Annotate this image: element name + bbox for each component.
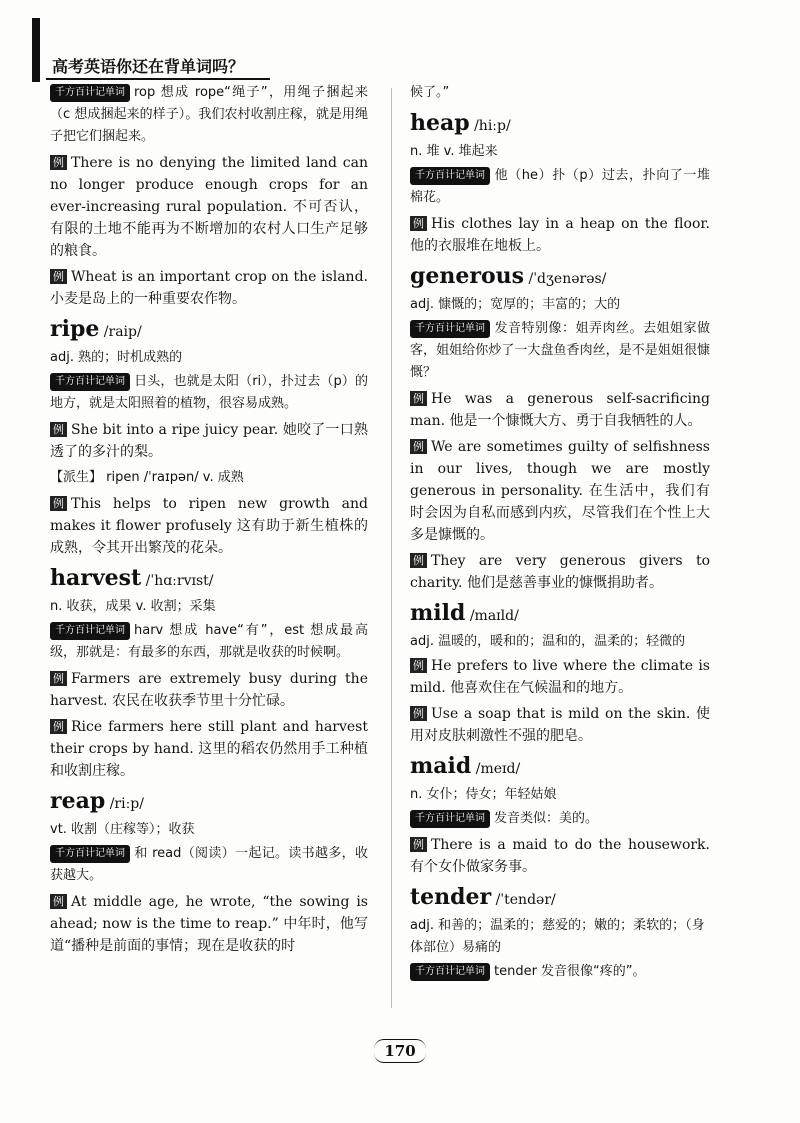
memory-tip: 千方百计记单词 日头，也就是太阳（ri），扑过去（p）的地方，就是太阳照着的植物，很容易成熟。 bbox=[50, 374, 368, 411]
example-tag: 例 bbox=[410, 658, 427, 673]
example-tag: 例 bbox=[50, 269, 67, 284]
part-of-speech: vt. 收割（庄稼等）；收获 bbox=[50, 822, 195, 837]
phonetic: /ˈdʒenərəs/ bbox=[528, 271, 607, 287]
memory-tip: 千方百计记单词 发音特别像：姐弄肉丝。去姐姐家做客，姐姐给你炒了一大盘鱼香肉丝，是不是姐姐很慷慨？ bbox=[410, 321, 710, 380]
memory-tip: 千方百计记单词 tender 发音很像“疼的”。 bbox=[410, 961, 710, 983]
memory-tip: 千方百计记单词 和 read（阅读）一起记。读书越多，收获越大。 bbox=[50, 846, 368, 883]
example: 例 Use a soap that is mild on the skin. 使用对皮肤刺激性不强的肥皂。 bbox=[410, 706, 710, 744]
headword: generous bbox=[410, 263, 525, 289]
entry-reap bbox=[50, 788, 368, 817]
part-of-speech: n. 堆 v. 堆起来 bbox=[410, 144, 498, 159]
headword: ripe bbox=[50, 316, 100, 342]
example-tag: 例 bbox=[410, 837, 427, 852]
headword: harvest bbox=[50, 565, 142, 591]
example: 例 Farmers are extremely busy during the harvest. 农民在收获季节里十分忙碌。 bbox=[50, 671, 368, 709]
entry-heap bbox=[410, 110, 710, 139]
example-tag: 例 bbox=[410, 706, 427, 721]
header-rule bbox=[46, 78, 270, 80]
example: 例 Wheat is an important crop on the island. 小麦是岛上的一种重要农作物。 bbox=[50, 269, 368, 307]
example-tag: 例 bbox=[50, 155, 67, 170]
example: 例 At middle age, he wrote, “the sowing is ahead; now is the time to reap.” 中年时，他写道“播种是前面的事情；现在是收获的时 bbox=[50, 894, 368, 954]
example-tag: 例 bbox=[410, 391, 427, 406]
phonetic: /raip/ bbox=[103, 324, 142, 340]
example: 例 His clothes lay in a heap on the floor. 他的衣服堆在地板上。 bbox=[410, 216, 710, 254]
entry-mild bbox=[410, 600, 710, 629]
left-column bbox=[50, 82, 368, 961]
memory-tip: 千方百计记单词 rop 想成 rope“绳子”，用绳子捆起来（c 想成捆起来的样子）。我们农村收割庄稼，就是用绳子把它们捆起来。 bbox=[50, 85, 368, 144]
example: 例 They are very generous givers to charity. 他们是慈善事业的慷慨捐助者。 bbox=[410, 553, 710, 591]
memory-tag: 千方百计记单词 bbox=[50, 622, 130, 640]
example-tag: 例 bbox=[50, 894, 67, 909]
example: 例 Rice farmers here still plant and harvest their crops by hand. 这里的稻农仍然用手工种植和收割庄稼。 bbox=[50, 719, 368, 779]
example: 例 He prefers to live where the climate is mild. 他喜欢住在气候温和的地方。 bbox=[410, 658, 710, 696]
example: 例 This helps to ripen new growth and makes it flower profusely 这有助于新生植株的成熟，令其开出繁茂的花朵。 bbox=[50, 496, 368, 556]
example-tag: 例 bbox=[410, 439, 427, 454]
continued-text: 候了。” bbox=[410, 85, 450, 100]
example-tag: 例 bbox=[50, 671, 67, 686]
memory-tag: 千方百计记单词 bbox=[410, 963, 490, 981]
memory-tag: 千方百计记单词 bbox=[50, 845, 130, 863]
headword: heap bbox=[410, 110, 470, 136]
example-tag: 例 bbox=[410, 553, 427, 568]
example: 例 He was a generous self-sacrificing man. 他是一个慷慨大方、勇于自我牺牲的人。 bbox=[410, 391, 710, 429]
phonetic: /hiːp/ bbox=[474, 118, 511, 134]
example-tag: 例 bbox=[50, 422, 67, 437]
memory-tag: 千方百计记单词 bbox=[50, 84, 130, 102]
phonetic: /meɪd/ bbox=[475, 761, 521, 777]
part-of-speech: adj. 慷慨的；宽厚的；丰富的；大的 bbox=[410, 297, 621, 312]
book-title: 高考英语你还在背单词吗？ bbox=[52, 57, 245, 76]
headword: tender bbox=[410, 884, 492, 910]
entry-ripe bbox=[50, 316, 368, 345]
derived-word: 【派生】 ripen /ˈraɪpən/ v. 成熟 bbox=[50, 470, 244, 485]
memory-tip: 千方百计记单词 harv 想成 have“有”，est 想成最高级，那就是：有最多的东西，那就是收获的时候啊。 bbox=[50, 623, 368, 660]
entry-generous bbox=[410, 263, 710, 292]
entry-maid bbox=[410, 753, 710, 782]
part-of-speech: n. 女仆；侍女；年轻姑娘 bbox=[410, 787, 557, 802]
entry-harvest bbox=[50, 565, 368, 594]
memory-tag: 千方百计记单词 bbox=[410, 320, 490, 338]
example: 例 There is a maid to do the housework. 有个女仆做家务事。 bbox=[410, 837, 710, 875]
part-of-speech: adj. 熟的；时机成熟的 bbox=[50, 350, 183, 365]
headword: mild bbox=[410, 600, 466, 626]
header-bar bbox=[32, 18, 40, 82]
example: 例 We are sometimes guilty of selfishness in our lives, though we are mostly generous in personality. 在生活中，我们有时会因为自私而感到内疚，尽管我们在个性上大多是慷慨的。 bbox=[410, 439, 710, 543]
part-of-speech: n. 收获，成果 v. 收割；采集 bbox=[50, 599, 216, 614]
example-tag: 例 bbox=[50, 496, 67, 511]
memory-tip: 千方百计记单词 发音类似：美的。 bbox=[410, 808, 710, 830]
memory-tag: 千方百计记单词 bbox=[410, 810, 490, 828]
part-of-speech: adj. 温暖的，暖和的；温和的，温柔的；轻微的 bbox=[410, 634, 686, 649]
page-header bbox=[32, 18, 282, 82]
phonetic: /ˈhɑːrvɪst/ bbox=[145, 573, 214, 589]
column-divider bbox=[391, 88, 392, 1008]
part-of-speech: adj. 和善的；温柔的；慈爱的；嫩的；柔软的；（身体部位）易痛的 bbox=[410, 918, 705, 955]
headword: maid bbox=[410, 753, 472, 779]
entry-tender bbox=[410, 884, 710, 913]
phonetic: /ˈtendər/ bbox=[495, 892, 556, 908]
page-number: 170 bbox=[360, 1042, 440, 1060]
example: 例 There is no denying the limited land can no longer produce enough crops for an ever-increasing rural population. 不可否认，有限的土地不能再为不断增加的农村人口生产足够的粮食。 bbox=[50, 155, 368, 259]
memory-tag: 千方百计记单词 bbox=[50, 373, 130, 391]
headword: reap bbox=[50, 788, 106, 814]
right-column bbox=[410, 82, 710, 987]
example: 例 She bit into a ripe juicy pear. 她咬了一口熟透了的多汁的梨。 bbox=[50, 422, 368, 460]
phonetic: /maɪld/ bbox=[469, 608, 519, 624]
phonetic: /riːp/ bbox=[109, 796, 144, 812]
example-tag: 例 bbox=[410, 216, 427, 231]
memory-tag: 千方百计记单词 bbox=[410, 167, 490, 185]
example-tag: 例 bbox=[50, 719, 67, 734]
memory-tip: 千方百计记单词 他（he）扑（p）过去，扑向了一堆棉花。 bbox=[410, 168, 710, 205]
